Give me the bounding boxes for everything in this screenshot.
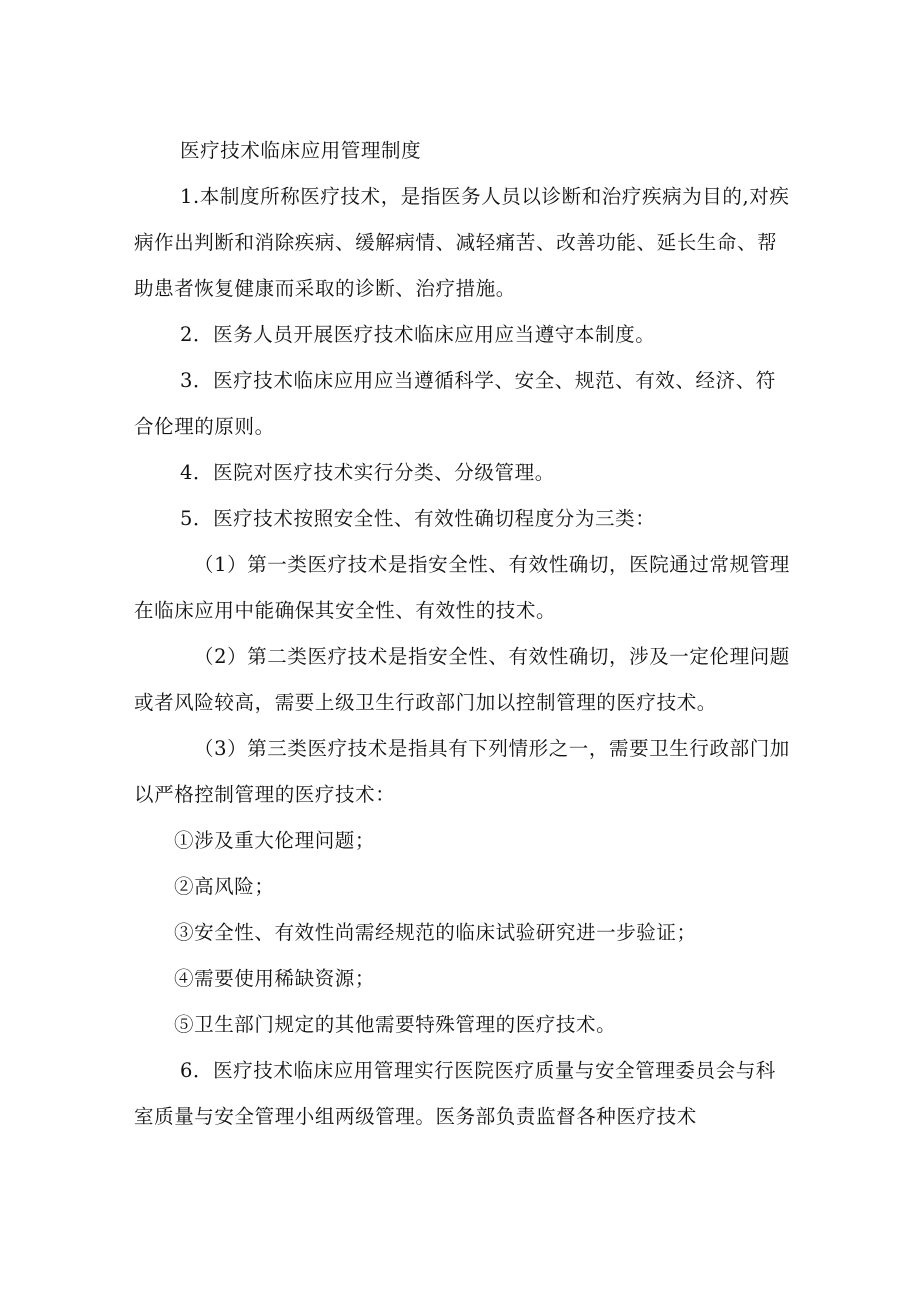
paragraph-3: 3．医疗技术临床应用应当遵循科学、安全、规范、有效、经济、符合伦理的原则。 [134, 369, 776, 438]
document-title: 医疗技术临床应用管理制度 [180, 139, 422, 162]
list-item-2: ②高风险； [174, 875, 275, 898]
paragraph-1: 1.本制度所称医疗技术，是指医务人员以诊断和治疗疾病为目的,对疾病作出判断和消除疾病、缓解病情、减轻痛苦、改善功能、延长生命、帮助患者恢复健康而采取的诊断、治疗措施。 [134, 185, 790, 300]
paragraph-6: 6．医疗技术临床应用管理实行医院医疗质量与安全管理委员会与科室质量与安全管理小组两级管理。医务部负责监督各种医疗技术 [134, 1059, 776, 1128]
list-item-5: ⑤卫生部门规定的其他需要特殊管理的医疗技术。 [174, 1013, 617, 1036]
paragraph-4: 4．医院对医疗技术实行分类、分级管理。 [180, 461, 555, 484]
subparagraph-2: （2）第二类医疗技术是指安全性、有效性确切，涉及一定伦理问题或者风险较高，需要上级卫生行政部门加以控制管理的医疗技术。 [134, 645, 790, 714]
list-item-3: ③安全性、有效性尚需经规范的临床试验研究进一步验证； [174, 921, 697, 944]
paragraph-5: 5．医疗技术按照安全性、有效性确切程度分为三类： [180, 507, 656, 530]
list-item-4: ④需要使用稀缺资源； [174, 967, 376, 990]
subparagraph-1: （1）第一类医疗技术是指安全性、有效性确切，医院通过常规管理在临床应用中能确保其安全性、有效性的技术。 [134, 553, 790, 622]
subparagraph-3: （3）第三类医疗技术是指具有下列情形之一，需要卫生行政部门加以严格控制管理的医疗技术： [134, 737, 790, 806]
document-body [134, 128, 794, 1140]
paragraph-2: 2．医务人员开展医疗技术临床应用应当遵守本制度。 [180, 323, 656, 346]
list-item-1: ①涉及重大伦理问题； [174, 829, 376, 852]
